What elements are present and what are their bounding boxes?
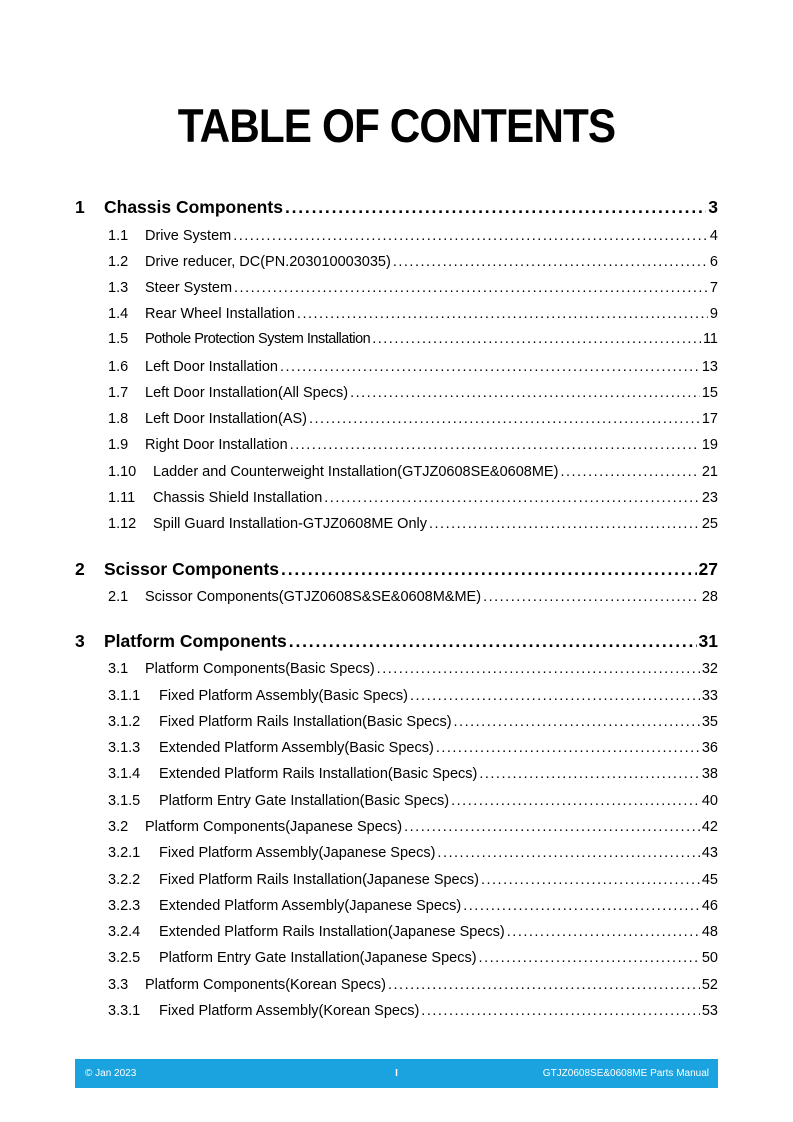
- toc-page: 15: [701, 385, 718, 401]
- dot-leader: [393, 254, 708, 270]
- toc-page: 32: [701, 661, 718, 677]
- toc-chapter-2[interactable]: [75, 559, 718, 581]
- toc-title: Extended Platform Rails Installation(Basic Specs): [159, 766, 478, 782]
- toc-page: 23: [701, 490, 718, 506]
- toc-entry-1-6[interactable]: [108, 359, 718, 378]
- dot-leader: [309, 411, 700, 427]
- toc-number: 1.3: [108, 280, 129, 296]
- dot-leader: [436, 740, 700, 756]
- dot-leader: [451, 793, 700, 809]
- footer-copyright: © Jan 2023: [85, 1068, 137, 1079]
- dot-leader: [377, 661, 700, 677]
- toc-title: Extended Platform Assembly(Japanese Specs): [159, 898, 462, 914]
- toc-number: 3.1: [108, 661, 129, 677]
- toc-title: Platform Entry Gate Installation(Basic Specs): [159, 793, 450, 809]
- toc-page: 13: [701, 359, 718, 375]
- dot-leader: [479, 950, 700, 966]
- toc-number: 2: [75, 559, 85, 579]
- toc-entry-3-2-4[interactable]: [108, 924, 718, 943]
- toc-number: 1.1: [108, 228, 129, 244]
- toc-page: 33: [701, 688, 718, 704]
- toc-title: Ladder and Counterweight Installation(GTJZ0608SE&0608ME): [153, 464, 559, 480]
- toc-number: 1.12: [108, 516, 137, 532]
- toc-number: 3.2.3: [108, 898, 141, 914]
- toc-page: 7: [709, 280, 718, 296]
- toc-chapter-1[interactable]: [75, 197, 718, 219]
- toc-number: 3.1.3: [108, 740, 141, 756]
- toc-page: 36: [701, 740, 718, 756]
- footer-page-number: I: [395, 1068, 398, 1079]
- toc-number: 1.7: [108, 385, 129, 401]
- toc-entry-2-1[interactable]: [108, 589, 718, 608]
- toc-page: 19: [701, 437, 718, 453]
- dot-leader: [481, 872, 700, 888]
- dot-leader: [479, 766, 700, 782]
- toc-page: 6: [709, 254, 718, 270]
- toc-title: Steer System: [145, 280, 233, 296]
- toc-title: Chassis Components: [104, 197, 283, 217]
- toc-title: Scissor Components: [104, 559, 280, 579]
- toc-page: 28: [701, 589, 718, 605]
- toc-entry-1-11[interactable]: [108, 490, 718, 509]
- dot-leader: [437, 845, 699, 861]
- toc-title: Platform Components(Japanese Specs): [145, 819, 403, 835]
- toc-page: 53: [701, 1003, 718, 1019]
- toc-title: Left Door Installation(AS): [145, 411, 307, 427]
- dot-leader: [429, 516, 700, 532]
- dot-leader: [350, 385, 700, 401]
- toc-number: 1.2: [108, 254, 129, 270]
- toc-title: Chassis Shield Installation: [153, 490, 323, 506]
- toc-title: Left Door Installation(All Specs): [145, 385, 349, 401]
- dot-leader: [404, 819, 700, 835]
- dot-leader: [410, 688, 700, 704]
- dot-leader: [290, 437, 700, 453]
- toc-page: 21: [701, 464, 718, 480]
- dot-leader: [289, 631, 697, 652]
- dot-leader: [560, 464, 699, 480]
- toc-entry-3-3-1[interactable]: [108, 1003, 718, 1022]
- toc-page: 48: [701, 924, 718, 940]
- toc-number: 3: [75, 631, 85, 651]
- toc-title: Drive System: [145, 228, 232, 244]
- toc-number: 3.3.1: [108, 1003, 141, 1019]
- toc-page: 31: [698, 631, 718, 651]
- toc-entry-3-3[interactable]: [108, 977, 718, 996]
- footer-manual-title: GTJZ0608SE&0608ME Parts Manual: [542, 1068, 709, 1079]
- toc-page: 42: [701, 819, 718, 835]
- toc-entry-3-1-4[interactable]: [108, 766, 718, 785]
- toc-title: Scissor Components(GTJZ0608S&SE&0608M&ME): [145, 589, 482, 605]
- toc-number: 3.3: [108, 977, 129, 993]
- dot-leader: [483, 589, 700, 605]
- toc-page: 35: [701, 714, 718, 730]
- toc-entry-3-1-2[interactable]: [108, 714, 718, 733]
- dot-leader: [285, 197, 706, 218]
- toc-entry-3-2-5[interactable]: [108, 950, 718, 969]
- toc-number: 1.10: [108, 464, 137, 480]
- toc-title: Fixed Platform Assembly(Korean Specs): [159, 1003, 420, 1019]
- toc-entry-1-1[interactable]: [108, 228, 718, 247]
- toc-page: 4: [709, 228, 718, 244]
- dot-leader: [233, 228, 708, 244]
- dot-leader: [454, 714, 700, 730]
- dot-leader: [281, 559, 696, 580]
- toc-entry-1-9[interactable]: [108, 437, 718, 456]
- toc-entry-1-2[interactable]: [108, 254, 718, 273]
- toc-title: Platform Components: [104, 631, 287, 651]
- toc-number: 1.8: [108, 411, 129, 427]
- toc-chapter-3[interactable]: [75, 631, 718, 653]
- toc-page: 40: [701, 793, 718, 809]
- toc-number: 3.2: [108, 819, 129, 835]
- toc-entry-3-1[interactable]: [108, 661, 718, 680]
- toc-number: 1.11: [108, 490, 136, 506]
- toc-page: 43: [701, 845, 718, 861]
- toc-entry-3-2-1[interactable]: [108, 845, 718, 864]
- toc-title: Fixed Platform Assembly(Basic Specs): [159, 688, 408, 704]
- dot-leader: [421, 1003, 700, 1019]
- dot-leader: [324, 490, 700, 506]
- toc-number: 1.5: [108, 331, 129, 347]
- toc-entry-1-7[interactable]: [108, 385, 718, 404]
- toc-title: Left Door Installation: [145, 359, 278, 375]
- dot-leader: [507, 924, 700, 940]
- toc-number: 3.1.5: [108, 793, 141, 809]
- toc-page: 45: [701, 872, 718, 888]
- toc-page: 38: [701, 766, 718, 782]
- toc-entry-1-3[interactable]: [108, 280, 718, 299]
- dot-leader: [234, 280, 708, 296]
- page-footer: [75, 1059, 718, 1088]
- toc-entry-3-1-5[interactable]: [108, 793, 718, 812]
- toc-page: 17: [701, 411, 718, 427]
- toc-entry-3-2[interactable]: [108, 819, 718, 838]
- toc-title: Pothole Protection System Installation: [145, 331, 371, 347]
- toc-title: Platform Components(Korean Specs): [145, 977, 386, 993]
- toc-entry-3-2-2[interactable]: [108, 872, 718, 891]
- toc-number: 3.2.4: [108, 924, 141, 940]
- toc-number: 1.6: [108, 359, 129, 375]
- toc-number: 3.2.2: [108, 872, 141, 888]
- toc-entry-1-12[interactable]: [108, 516, 718, 535]
- toc-number: 3.1.1: [108, 688, 141, 704]
- toc-page: 11: [702, 331, 718, 347]
- toc-entry-3-2-3[interactable]: [108, 898, 718, 917]
- toc-page: 52: [701, 977, 718, 993]
- toc-number: 1: [75, 197, 85, 217]
- toc-title: Extended Platform Assembly(Basic Specs): [159, 740, 434, 756]
- toc-entry-1-4[interactable]: [108, 306, 718, 325]
- toc-number: 2.1: [108, 589, 129, 605]
- toc-entry-3-1-1[interactable]: [108, 688, 718, 707]
- toc-title: Platform Components(Basic Specs): [145, 661, 375, 677]
- toc-title: Platform Entry Gate Installation(Japanese Specs): [159, 950, 477, 966]
- toc-page: 25: [701, 516, 718, 532]
- toc-entry-1-5[interactable]: [108, 331, 718, 350]
- toc-page: 50: [701, 950, 718, 966]
- toc-page: 27: [698, 559, 718, 579]
- toc-entry-1-10[interactable]: [108, 464, 718, 483]
- toc-title: Extended Platform Rails Installation(Japanese Specs): [159, 924, 505, 940]
- toc-title: Right Door Installation: [145, 437, 288, 453]
- toc-page: 46: [701, 898, 718, 914]
- toc-number: 3.1.2: [108, 714, 141, 730]
- toc-title: Fixed Platform Rails Installation(Basic Specs): [159, 714, 452, 730]
- toc-entry-1-8[interactable]: [108, 411, 718, 430]
- toc-number: 1.9: [108, 437, 129, 453]
- toc-title: Fixed Platform Rails Installation(Japanese Specs): [159, 872, 479, 888]
- dot-leader: [372, 331, 701, 347]
- dot-leader: [280, 359, 700, 375]
- page-title: TABLE OF CONTENTS: [177, 99, 616, 152]
- toc-title: Rear Wheel Installation: [145, 306, 295, 322]
- dot-leader: [463, 898, 700, 914]
- toc-number: 1.4: [108, 306, 129, 322]
- toc-number: 3.1.4: [108, 766, 141, 782]
- toc-title: Spill Guard Installation-GTJZ0608ME Only: [153, 516, 427, 532]
- toc-number: 3.2.5: [108, 950, 141, 966]
- toc-page: 9: [709, 306, 718, 322]
- toc-number: 3.2.1: [108, 845, 141, 861]
- dot-leader: [297, 306, 708, 322]
- toc-page: 3: [708, 197, 718, 217]
- toc-title: Fixed Platform Assembly(Japanese Specs): [159, 845, 436, 861]
- dot-leader: [388, 977, 700, 993]
- toc-title: Drive reducer, DC(PN.203010003035): [145, 254, 391, 270]
- toc-entry-3-1-3[interactable]: [108, 740, 718, 759]
